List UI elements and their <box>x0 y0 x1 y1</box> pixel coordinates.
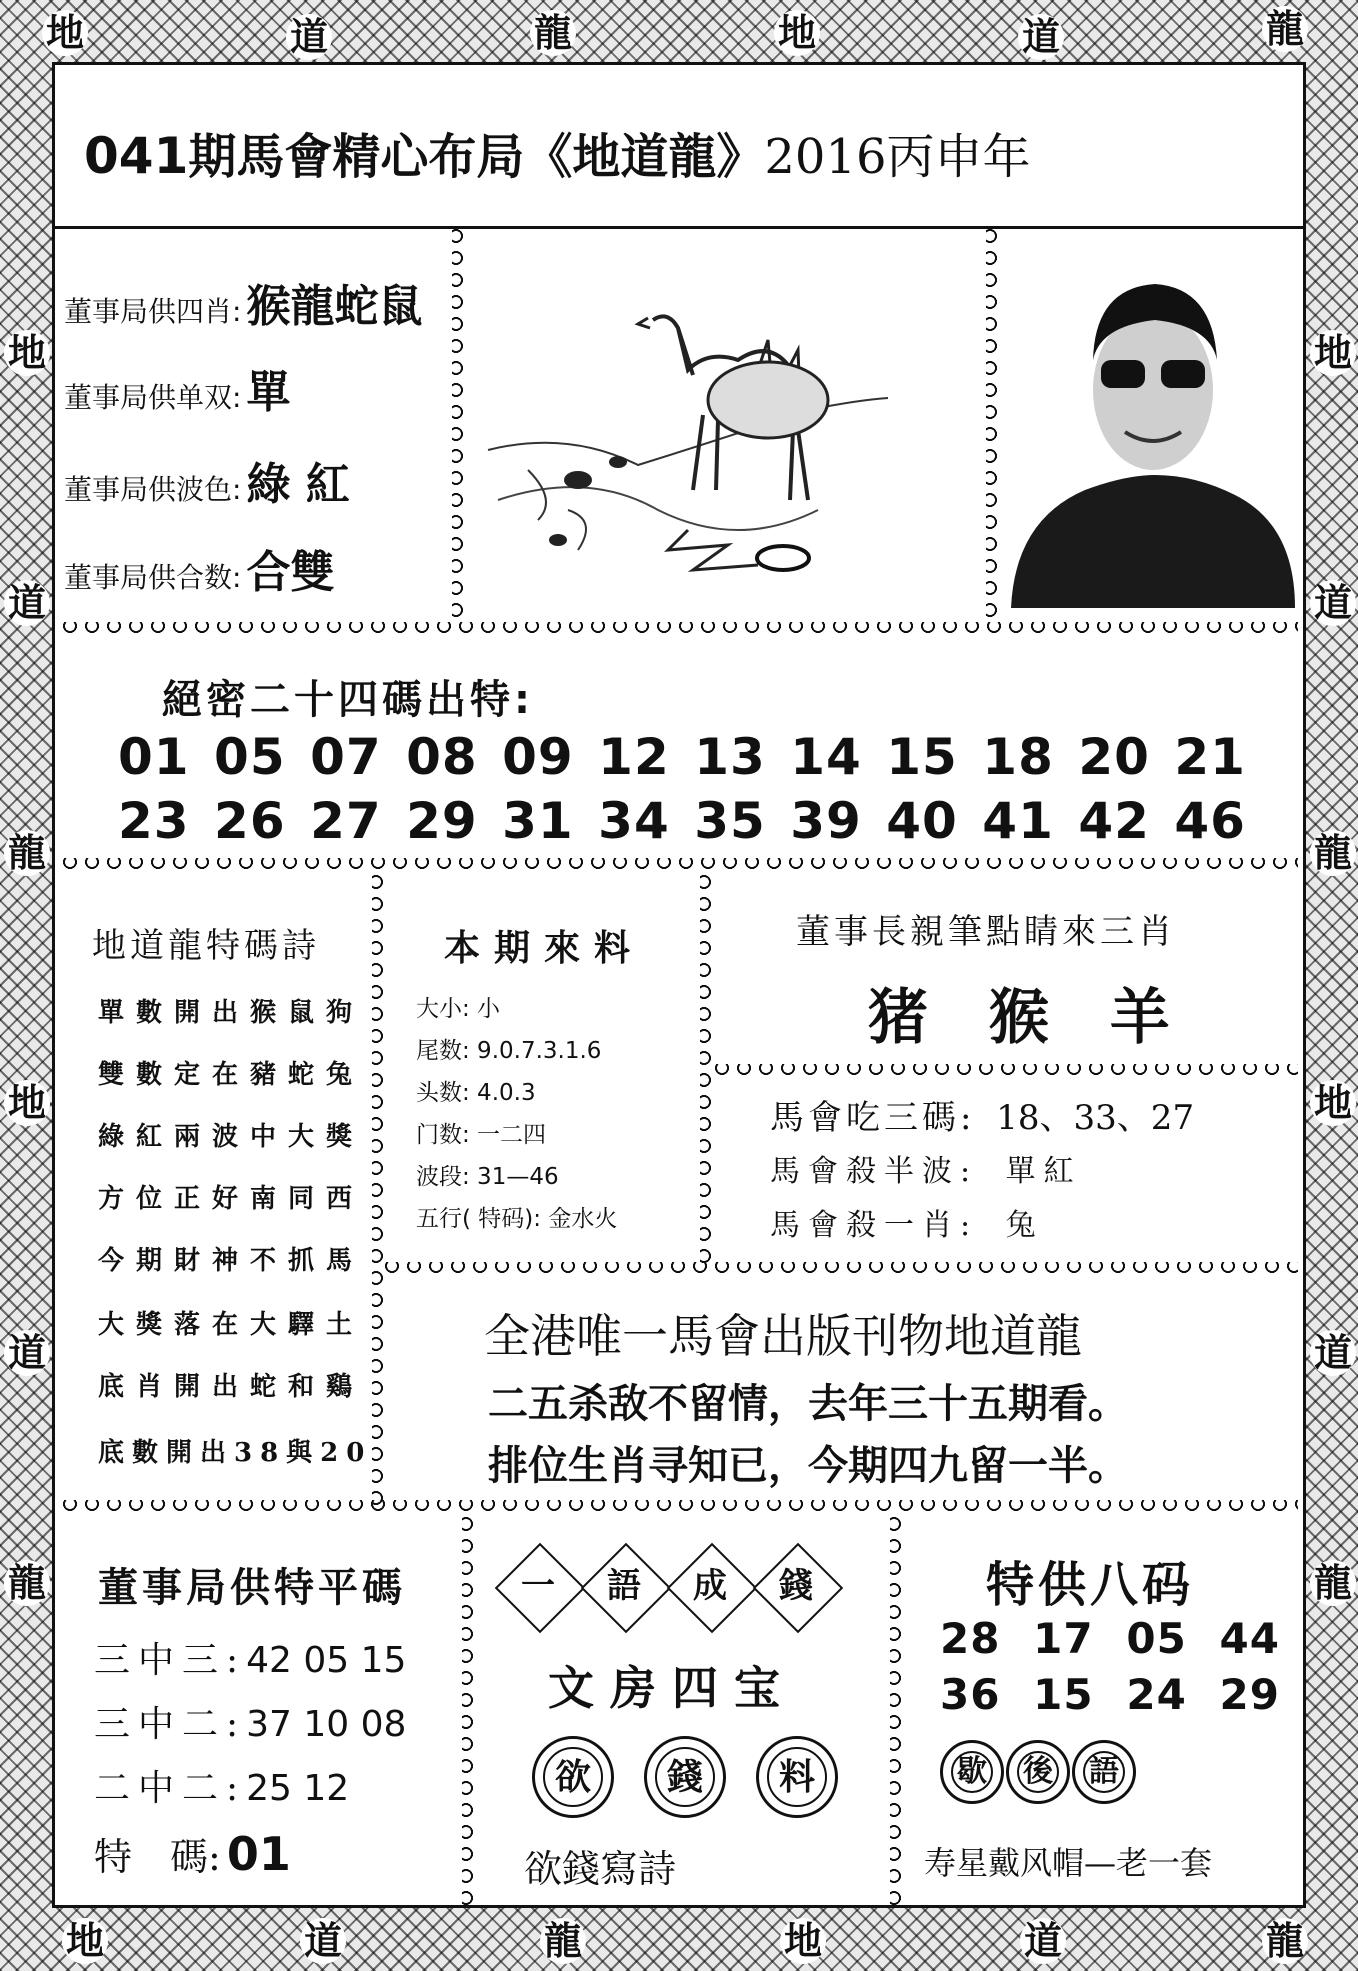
flat-value: 42 05 15 <box>246 1640 407 1681</box>
border-char-left-1: 地 <box>4 330 50 376</box>
current-size: 大小: 小 <box>416 996 501 1022</box>
saying-text: 寿星戴风帽—老一套 <box>924 1844 1213 1882</box>
border-char-bottom-6: 龍 <box>1262 1918 1308 1964</box>
number: 44 <box>1219 1614 1280 1663</box>
page-title <box>84 118 1031 187</box>
number: 39 <box>790 792 862 850</box>
current-range: 波段: 31—46 <box>416 1164 559 1190</box>
border-char-right-2: 道 <box>1310 580 1356 626</box>
border-char-left-4: 地 <box>4 1080 50 1126</box>
border-char-top-4: 地 <box>774 10 820 56</box>
poem-line: 綠紅兩波中大獎 <box>98 1122 365 1152</box>
circle-char: 欲 <box>532 1736 614 1818</box>
kill-half-label: 馬會殺半波: <box>770 1154 979 1189</box>
saying-circle-char: 歇 <box>940 1740 1004 1804</box>
poem-line: 底數開出38與20 <box>98 1438 373 1468</box>
number: 01 <box>118 728 190 786</box>
flat-label: 三中二: <box>94 1704 247 1745</box>
kill-zodiac-row <box>770 1200 1036 1244</box>
number: 28 <box>940 1614 1001 1663</box>
border-char-right-4: 地 <box>1310 1080 1356 1126</box>
border-char-right-3: 龍 <box>1310 830 1356 876</box>
border-char-bottom-4: 地 <box>780 1918 826 1964</box>
number: 18 <box>982 728 1054 786</box>
number: 15 <box>886 728 958 786</box>
current-tail: 尾数: 9.0.7.3.1.6 <box>416 1038 602 1064</box>
kill-zodiac-label: 馬會殺一肖: <box>770 1208 979 1243</box>
border-char-left-3: 龍 <box>4 830 50 876</box>
number: 17 <box>1033 1614 1094 1663</box>
number: 40 <box>886 792 958 850</box>
board-label: 董事局供合数: <box>64 561 242 594</box>
number: 12 <box>598 728 670 786</box>
border-char-top-1: 地 <box>42 10 88 56</box>
border-char-left-5: 道 <box>4 1330 50 1376</box>
eight-title: 特供八码 <box>986 1557 1195 1613</box>
number: 29 <box>1219 1670 1280 1719</box>
number: 21 <box>1174 728 1246 786</box>
number: 26 <box>214 792 286 850</box>
number-row-1 <box>118 728 1246 786</box>
border-char-right-5: 道 <box>1310 1330 1356 1376</box>
secret-title: 絕密二十四碼出特: <box>162 677 534 723</box>
number: 15 <box>1033 1670 1094 1719</box>
border-char-right-1: 地 <box>1310 330 1356 376</box>
eight-row-1 <box>940 1614 1280 1663</box>
current-elements: 五行( 特码): 金水火 <box>416 1206 618 1232</box>
wave-divider <box>462 1516 478 1906</box>
camel-drawing <box>478 280 898 610</box>
flat-title: 董事局供特平碼 <box>98 1564 406 1611</box>
border-char-bottom-3: 龍 <box>540 1918 586 1964</box>
special-label: 特 碼: <box>94 1835 221 1879</box>
board-row-1 <box>64 270 423 334</box>
number: 35 <box>694 792 766 850</box>
board-row-4 <box>64 536 335 600</box>
number: 46 <box>1174 792 1246 850</box>
current-gate: 门数: 一二四 <box>416 1122 547 1148</box>
border-char-right-6: 龍 <box>1310 1560 1356 1606</box>
kill-half-value: 單紅 <box>1005 1154 1082 1189</box>
flat-label: 二中二: <box>94 1768 247 1809</box>
number: 08 <box>406 728 478 786</box>
border-char-left-2: 道 <box>4 580 50 626</box>
wave-divider <box>986 228 1002 624</box>
poem-line: 方位正好南同西 <box>98 1184 365 1214</box>
eight-row-2 <box>940 1670 1280 1719</box>
number-row-2 <box>118 792 1246 850</box>
board-value: 合雙 <box>246 547 335 598</box>
number: 13 <box>694 728 766 786</box>
title-text: 期馬會精心布局《地道龍》 <box>188 129 765 185</box>
slogan-line-2: 二五杀敌不留情，去年三十五期看。 <box>488 1381 1128 1427</box>
wave-divider <box>62 622 1298 638</box>
eat-row <box>770 1090 1194 1139</box>
current-title: 本期來料 <box>444 928 645 969</box>
board-label: 董事局供四肖: <box>64 295 242 328</box>
saying-circle-char: 後 <box>1006 1740 1070 1804</box>
issue-number: 041 <box>84 127 189 185</box>
border-char-top-6: 龍 <box>1262 6 1308 52</box>
poem-line: 底肖開出蛇和鷄 <box>98 1372 365 1402</box>
circle-char: 錢 <box>644 1736 726 1818</box>
number: 36 <box>940 1670 1001 1719</box>
border-char-top-3: 龍 <box>530 10 576 56</box>
wave-divider <box>372 874 388 1510</box>
number: 05 <box>214 728 286 786</box>
wave-divider <box>890 1516 906 1906</box>
number: 24 <box>1126 1670 1187 1719</box>
treasures-text: 文房四宝 <box>548 1661 796 1715</box>
number: 09 <box>502 728 574 786</box>
circle-char: 料 <box>756 1736 838 1818</box>
diamond-char: 錢 <box>779 1566 813 1606</box>
border-char-left-6: 龍 <box>4 1560 50 1606</box>
flat-row-2 <box>94 1696 406 1747</box>
current-head: 头数: 4.0.3 <box>416 1080 536 1106</box>
bottom-caption: 欲錢寫詩 <box>524 1847 677 1891</box>
poem-line: 雙數定在豬蛇兔 <box>98 1060 365 1090</box>
number: 20 <box>1078 728 1150 786</box>
border-char-bottom-5: 道 <box>1020 1918 1066 1964</box>
year-text: 2016丙申年 <box>764 129 1031 185</box>
diamond-char: 成 <box>693 1566 727 1606</box>
board-value: 猴龍蛇鼠 <box>246 281 423 332</box>
eat-label: 馬會吃三碼: <box>770 1098 976 1138</box>
number: 14 <box>790 728 862 786</box>
wave-divider <box>62 858 1298 874</box>
slogan-line-3: 排位生肖寻知已，今期四九留一半。 <box>488 1443 1128 1489</box>
number: 07 <box>310 728 382 786</box>
number: 23 <box>118 792 190 850</box>
board-row-3 <box>64 448 350 512</box>
board-value: 單 <box>246 367 291 418</box>
flat-row-3 <box>94 1760 349 1811</box>
board-value: 綠 紅 <box>246 459 350 510</box>
special-value: 01 <box>226 1827 291 1881</box>
board-label: 董事局供波色: <box>64 473 242 506</box>
border-char-top-2: 道 <box>286 14 332 60</box>
number: 42 <box>1078 792 1150 850</box>
flat-value: 37 10 08 <box>246 1704 407 1745</box>
number: 05 <box>1126 1614 1187 1663</box>
poem-line: 單數開出猴鼠狗 <box>98 998 365 1028</box>
board-label: 董事局供单双: <box>64 381 242 414</box>
wave-divider <box>714 1064 1298 1080</box>
board-row-2 <box>64 356 291 420</box>
poem-title: 地道龍特碼詩 <box>92 926 320 966</box>
kill-zodiac-value: 兔 <box>1005 1208 1036 1243</box>
poem-line: 大獎落在大驛土 <box>98 1310 365 1340</box>
number: 31 <box>502 792 574 850</box>
special-row <box>94 1826 291 1881</box>
number: 41 <box>982 792 1054 850</box>
eat-value: 18、33、27 <box>996 1098 1195 1138</box>
diamond-char: 語 <box>607 1566 641 1606</box>
poem-line: 今期財神不抓馬 <box>98 1246 365 1276</box>
divider <box>55 226 1303 229</box>
wave-divider <box>452 228 468 624</box>
diamond-char: 一 <box>521 1566 555 1606</box>
border-char-bottom-1: 地 <box>62 1918 108 1964</box>
wave-divider <box>384 1262 1298 1278</box>
flat-value: 25 12 <box>246 1768 350 1809</box>
slogan-line-1: 全港唯一馬會出版刊物地道龍 <box>484 1309 1082 1363</box>
number: 27 <box>310 792 382 850</box>
saying-circle-char: 語 <box>1072 1740 1136 1804</box>
number: 34 <box>598 792 670 850</box>
portrait-photo <box>1005 260 1301 608</box>
border-char-bottom-2: 道 <box>300 1918 346 1964</box>
number: 29 <box>406 792 478 850</box>
chairman-title: 董事長親筆點睛來三肖 <box>796 912 1176 952</box>
flat-row-1 <box>94 1632 406 1683</box>
wave-divider <box>62 1500 1298 1516</box>
kill-half-row <box>770 1146 1082 1190</box>
flat-label: 三中三: <box>94 1640 247 1681</box>
border-char-top-5: 道 <box>1018 14 1064 60</box>
chairman-zodiacs: 猪 猴 羊 <box>868 983 1190 1053</box>
